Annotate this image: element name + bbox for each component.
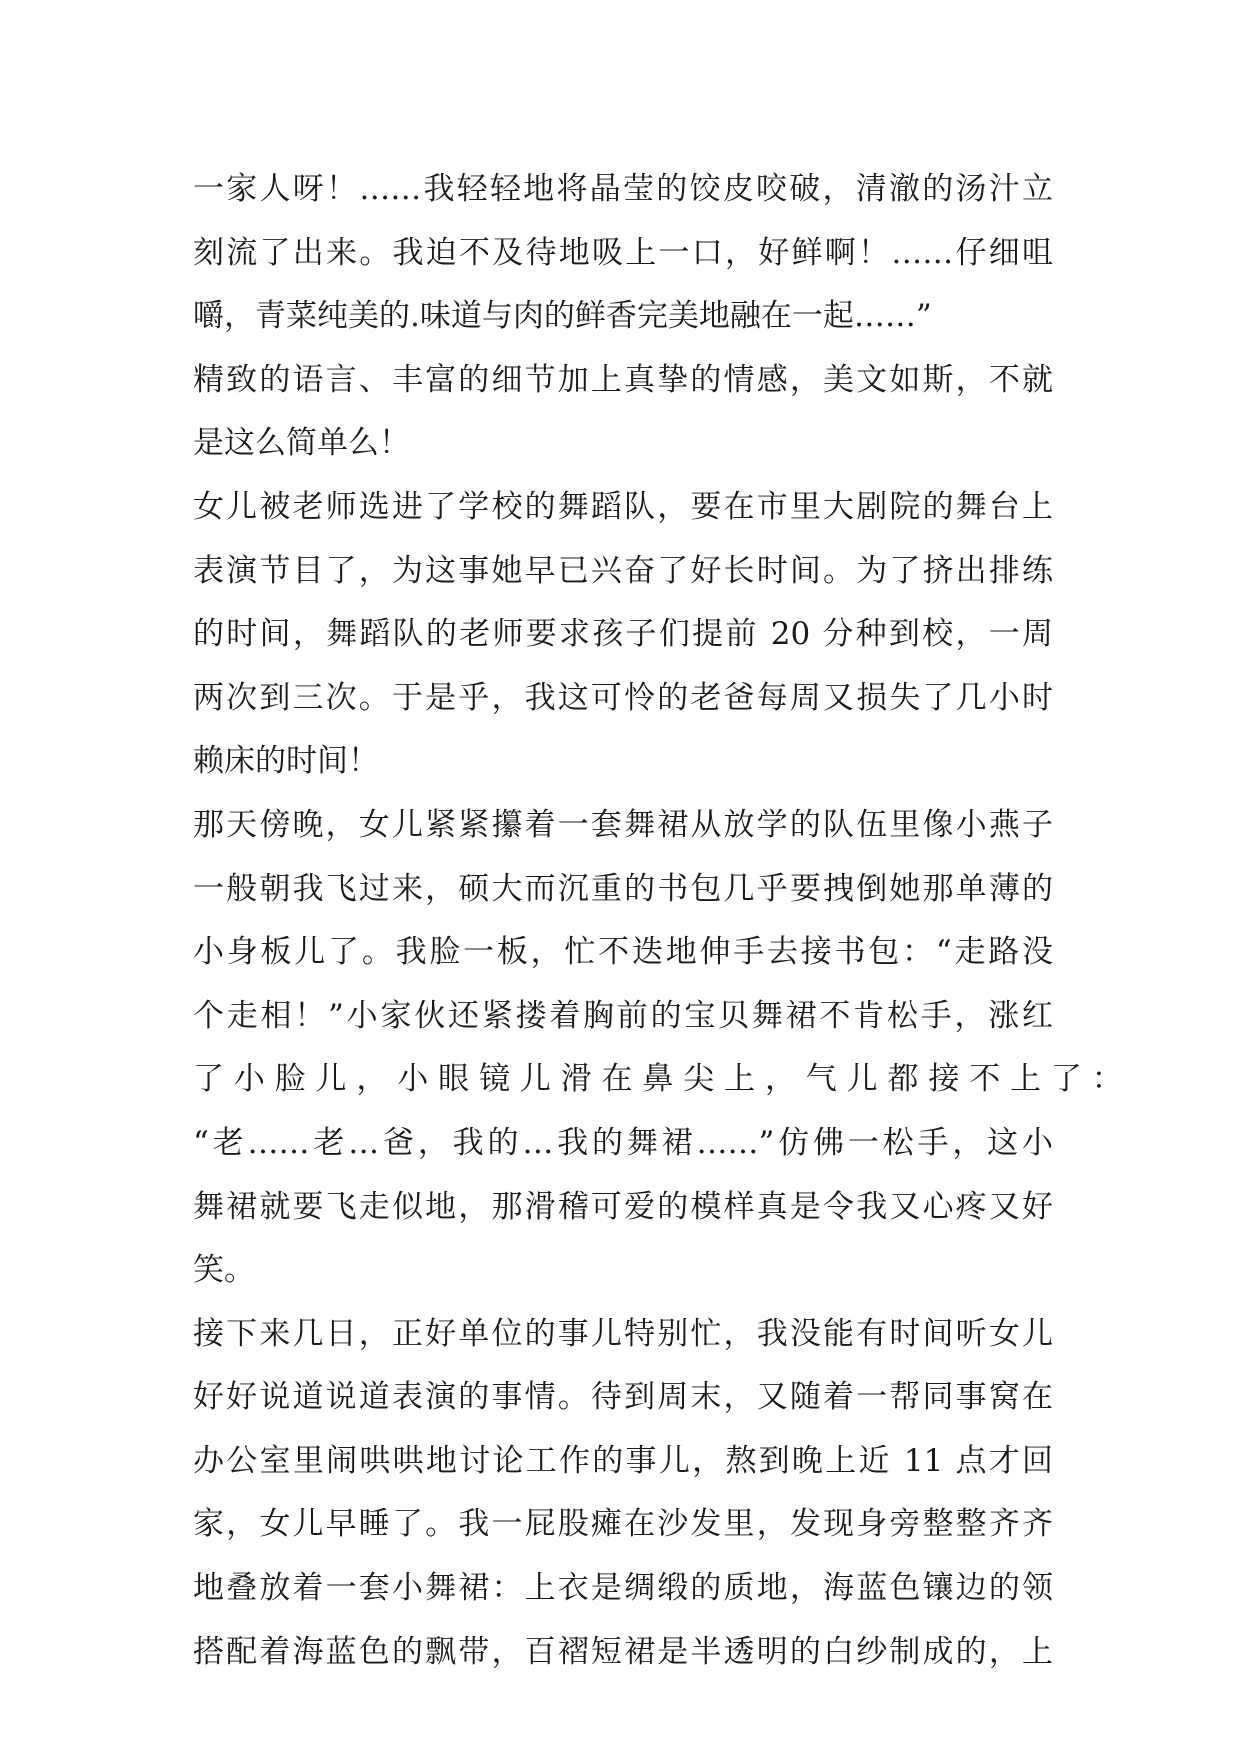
- text-line: 个走相！”小家伙还紧搂着胸前的宝贝舞裙不肯松手，涨红: [193, 997, 1053, 1034]
- text-line: “老……老…爸，我的…我的舞裙……”仿佛一松手，这小: [193, 1124, 1053, 1161]
- text-line: 一家人呀！……我轻轻地将晶莹的饺皮咬破，清澈的汤汁立: [193, 171, 1053, 207]
- text-line: 刻流了出来。我迫不及待地吸上一口，好鲜啊！……仔细咀: [193, 234, 1053, 271]
- text-line: 精致的语言、丰富的细节加上真挚的情感，美文如斯，不就: [193, 361, 1053, 398]
- text-line: 小身板儿了。我脸一板，忙不迭地伸手去接书包：“走路没: [193, 934, 1053, 971]
- text-line: 笑。: [193, 1252, 255, 1289]
- text-line: 两次到三次。于是乎，我这可怜的老爸每周又损失了几小时: [193, 679, 1053, 716]
- text-line: 一般朝我飞过来，硕大而沉重的书包几乎要拽倒她那单薄的: [193, 870, 1053, 907]
- text-line: 搭配着海蓝色的飘带，百褶短裙是半透明的白纱制成的，上: [193, 1633, 1053, 1670]
- text-line: 舞裙就要飞走似地，那滑稽可爱的模样真是令我又心疼又好: [193, 1188, 1053, 1225]
- text-line: 表演节目了，为这事她早已兴奋了好长时间。为了挤出排练: [193, 552, 1053, 589]
- text-line: 是这么简单么！: [193, 425, 410, 462]
- body-text: [193, 158, 1123, 1684]
- text-line: 女儿被老师选进了学校的舞蹈队，要在市里大剧院的舞台上: [193, 488, 1053, 525]
- text-line: 嚼，青菜纯美的.味道与肉的鲜香完美地融在一起……”: [193, 298, 932, 335]
- text-line: 赖床的时间！: [193, 743, 379, 780]
- text-line: 的时间，舞蹈队的老师要求孩子们提前 20 分种到校，一周: [193, 616, 1053, 653]
- text-line: 好好说道说道表演的事情。待到周末，又随着一帮同事窝在: [193, 1379, 1053, 1416]
- text-line: 家，女儿早睡了。我一屁股瘫在沙发里，发现身旁整整齐齐: [193, 1506, 1053, 1543]
- text-line: 了 小 脸 儿 ， 小 眼 镜 儿 滑 在 鼻 尖 上 ， 气 儿 都 接 不 上 了 ：: [193, 1061, 1123, 1098]
- text-line: 办公室里闹哄哄地讨论工作的事儿，熬到晚上近 11 点才回: [193, 1442, 1053, 1479]
- text-line: 接下来几日，正好单位的事儿特别忙，我没能有时间听女儿: [193, 1315, 1053, 1352]
- text-line: 地叠放着一套小舞裙：上衣是绸缎的质地，海蓝色镶边的领: [193, 1570, 1053, 1607]
- text-line: 那天傍晚，女儿紧紧攥着一套舞裙从放学的队伍里像小燕子: [193, 806, 1053, 843]
